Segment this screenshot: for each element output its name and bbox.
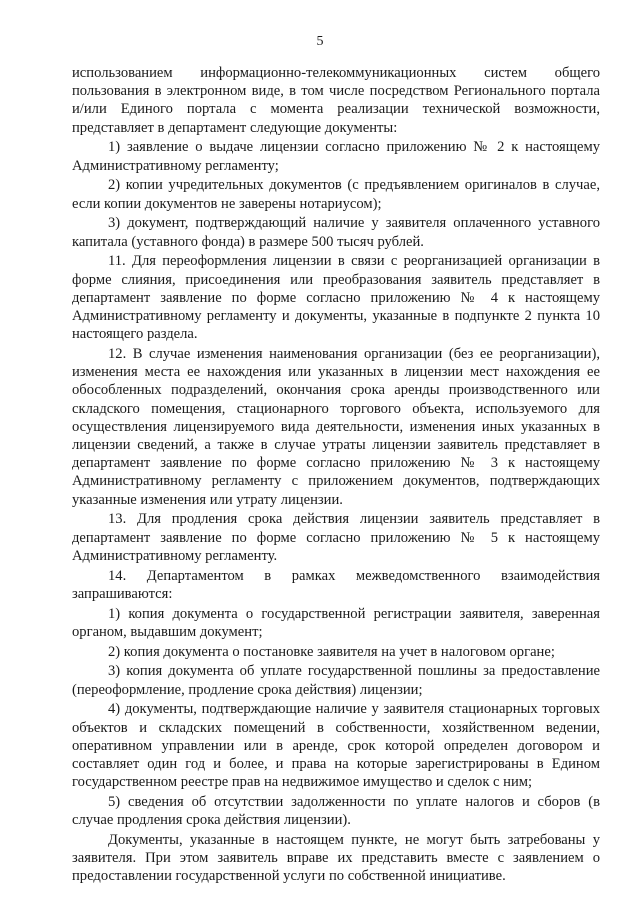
paragraph-request-1: 1) копия документа о государственной регистрации заявителя, заверенная органом, выдавшим документ; bbox=[72, 605, 600, 640]
paragraph-request-5: 5) сведения об отсутствии задолженности по уплате налогов и сборов (в случае продления срока действия лицензии). bbox=[72, 794, 600, 829]
paragraph-clause-13: 13. Для продления срока действия лицензии заявитель представляет в департамент заявление по форме согласно приложению № 5 к настоящему Административному регламенту. bbox=[72, 511, 600, 564]
document-body bbox=[72, 64, 600, 887]
paragraph-clause-11: 11. Для переоформления лицензии в связи с реорганизацией организации в форме слияния, присоединения или преобразования заявитель представляет в департамент заявление по форме согласно приложению № 4 к настоящему Административному регламенту и документы, указанные в подпункте 2 пункта 10 настоящего раздела. bbox=[72, 253, 600, 343]
paragraph-item-2: 2) копии учредительных документов (с предъявлением оригиналов в случае, если копии документов не заверены нотариусом); bbox=[72, 177, 600, 212]
paragraph-item-1: 1) заявление о выдаче лицензии согласно приложению № 2 к настоящему Административному регламенту; bbox=[72, 139, 600, 174]
page-number: 5 bbox=[316, 34, 324, 49]
paragraph-continuation: использованием информационно-телекоммуникационных систем общего пользования в электронном виде, в том числе посредством Регионального портала и/или Единого портала с момента реализации технической возможности, представляет в департамент следующие документы: bbox=[72, 65, 600, 136]
paragraph-clause-14: 14. Департаментом в рамках межведомственного взаимодействия запрашиваются: bbox=[72, 567, 600, 602]
paragraph-clause-12: 12. В случае изменения наименования организации (без ее реорганизации), изменения места ее нахождения или указанных в лицензии мест нахождения ее обособленных подразделений, окончания срока аренды производственного или складского помещения, стационарного торгового объекта, используемого для осуществления лицензируемого вида деятельности, изменения иных указанных в лицензии сведений, а также в случае утраты лицензии заявитель представляет в департамент заявление по форме согласно приложению № 3 к настоящему Административному регламенту с приложением документов, подтверждающих указанные изменения или утрату лицензии. bbox=[72, 346, 600, 508]
paragraph-request-4: 4) документы, подтверждающие наличие у заявителя стационарных торговых объектов и складских помещений в собственности, хозяйственном ведении, оперативном управлении или в аренде, срок которой определен договором и составляет один год и более, и права на которые зарегистрированы в Едином государственном реестре прав на недвижимое имущество и сделок с ним; bbox=[72, 701, 600, 791]
paragraph-request-3: 3) копия документа об уплате государственной пошлины за предоставление (переоформление, продление срока действия) лицензии; bbox=[72, 663, 600, 698]
paragraph-item-3: 3) документ, подтверждающий наличие у заявителя оплаченного уставного капитала (уставного фонда) в размере 500 тысяч рублей. bbox=[72, 215, 600, 250]
paragraph-closing: Документы, указанные в настоящем пункте, не могут быть затребованы у заявителя. При этом заявитель вправе их представить вместе с заявлением о предоставлении государственной услуги по собственной инициативе. bbox=[72, 832, 600, 885]
paragraph-request-2: 2) копия документа о постановке заявителя на учет в налоговом органе; bbox=[108, 643, 555, 660]
